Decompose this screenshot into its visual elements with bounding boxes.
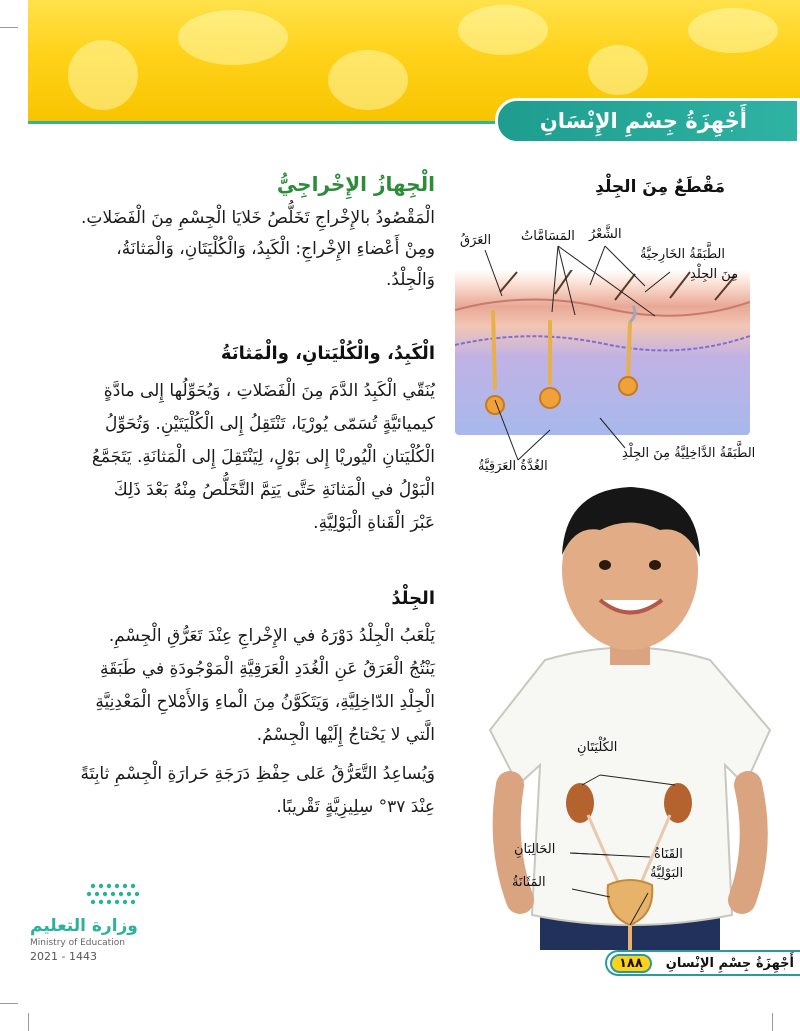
label-bladder: المَثَانَةُ — [512, 875, 546, 890]
intro-paragraph — [25, 203, 435, 296]
label-urethra-2: البَوْلِيَّةُ — [650, 866, 684, 881]
text-line: الَّتي لا يَحْتاجُ إِلَيْها الْجِسْمُ. — [256, 725, 435, 745]
crop-mark — [28, 1013, 29, 1031]
text-line: يَلْعَبُ الْجِلْدُ دَوْرَهُ في الإِخْراجِ عِنْدَ تَعَرُّقِ الْجِسْمِ. — [108, 626, 435, 646]
text-line: يَنْتُجُ الْعَرَقُ عَنِ الْغُدَدِ الْعَرَقِيَّةِ الْمَوْجُودَةِ في طَبَقَةِ — [100, 659, 435, 679]
label-sweat-gland: الغُدَّةُ العَرَقِيَّةُ — [478, 459, 548, 474]
label-urethra: القَنَاةُ — [654, 847, 683, 862]
text-line: الْجِلْدِ الدّاخِلِيَّةِ، وَيَتَكَوَّنُ مِنَ الْماءِ وَالأَمْلاحِ الْمَعْدِنِيَّةِ — [95, 692, 435, 712]
text-line: ومِنْ أَعْضاءِ الإِخْراجِ: الْكَبِدُ، وَالْكُلْيَتَانِ، وَالْمَثانَةُ، — [116, 239, 435, 259]
text-line: عَبْرَ الْقَناةِ الْبَوْلِيَّةِ. — [313, 513, 435, 533]
text-line: كيميائيَّةٍ تُسَمّى يُورْيَا، تَنْتَقِلُ إِلى الْكُلْيَتَيْنِ. وَتُحَوِّلُ — [104, 414, 435, 434]
ministry-dots-icon — [30, 880, 190, 910]
header-rule — [28, 121, 508, 124]
crop-mark — [0, 1003, 18, 1004]
right-eye — [649, 560, 661, 570]
section-heading: الْجِهازُ الإِخْراجِيُّ — [276, 172, 435, 196]
page-footer — [605, 950, 800, 976]
label-outer-layer: الطَّبَقَةُ الخَارِجيَّةُ — [640, 247, 725, 262]
text-line: الْبَوْلُ في الْمَثانَةِ حَتَّى يَتِمَّ التَّخَلُّصُ مِنْهُ بَعْدَ ذَلِكَ — [113, 480, 435, 500]
left-eye — [599, 560, 611, 570]
label-kidneys: الكُلْيَتَانِ — [577, 740, 618, 755]
footer-section-title: أَجْهِزَةُ جِسْمِ الإِنْسانِ — [665, 955, 794, 971]
label-ureters: الحَالِبَانِ — [514, 842, 556, 857]
liver-paragraph — [25, 375, 435, 540]
edition-year: 2021 - 1443 — [30, 950, 97, 963]
skin-paragraph — [25, 620, 435, 824]
label-sweat: العَرَقُ — [460, 233, 492, 248]
crop-mark — [0, 27, 18, 28]
text-line: وَيُساعِدُ التَّعَرُّقُ عَلى حِفْظِ دَرَجَةِ حَرارَةِ الْجِسْمِ ثابِتَةً — [80, 764, 435, 784]
label-pores: المَسَامَّاتُ — [521, 229, 575, 244]
ministry-logo — [30, 880, 190, 970]
skin-label-lines — [440, 220, 760, 480]
skin-figure-title: مَقْطَعٌ مِنَ الجِلْدِ — [595, 177, 725, 197]
label-hair: الشَّعْرُ — [589, 227, 622, 242]
text-line: عِنْدَ ٣٧° سِلِيزِيَّةٍ تَقْريبًا. — [276, 797, 435, 817]
page-title: أَجْهِزَةُ جِسْمِ الإِنْسَانِ — [539, 109, 747, 133]
subheading-liver: الْكَبِدُ، والْكُلْيَتانِ، والْمَثانَةُ — [220, 343, 435, 364]
label-outer-layer-2: مِنَ الجِلْدِ — [690, 267, 739, 282]
page-title-bar — [495, 98, 800, 144]
ministry-name-ar: وزارة التعليم — [30, 916, 138, 936]
text-line: وَالْجِلْدُ. — [385, 270, 435, 290]
page-number: ١٨٨ — [610, 954, 652, 973]
label-inner-layer: الطَّبَقَةُ الدَّاخِلِيَّةُ مِنَ الجِلْدِ — [622, 446, 756, 461]
crop-mark — [772, 1013, 773, 1031]
text-line: الْمَقْصُودُ بالإِخْراجِ تَخَلُّصُ خَلايَا الْجِسْمِ مِنَ الْفَضَلاتِ. — [81, 208, 435, 228]
text-line: الْكُلْيَتانِ الْيُوريْا إِلى بَوْلٍ، لِيَنْتَقِلَ إِلى الْمَثانَةِ. يَتَجَمَّعُ — [91, 447, 435, 467]
right-arm — [742, 785, 754, 900]
subheading-skin: الجِلْدُ — [391, 588, 435, 609]
text-line: يُنَقّي الْكَبِدُ الدَّمَ مِنَ الْفَضَلاتِ ، وَيُحَوِّلُها إِلى مادَّةٍ — [103, 381, 435, 401]
ministry-name-en: Ministry of Education — [30, 938, 125, 948]
